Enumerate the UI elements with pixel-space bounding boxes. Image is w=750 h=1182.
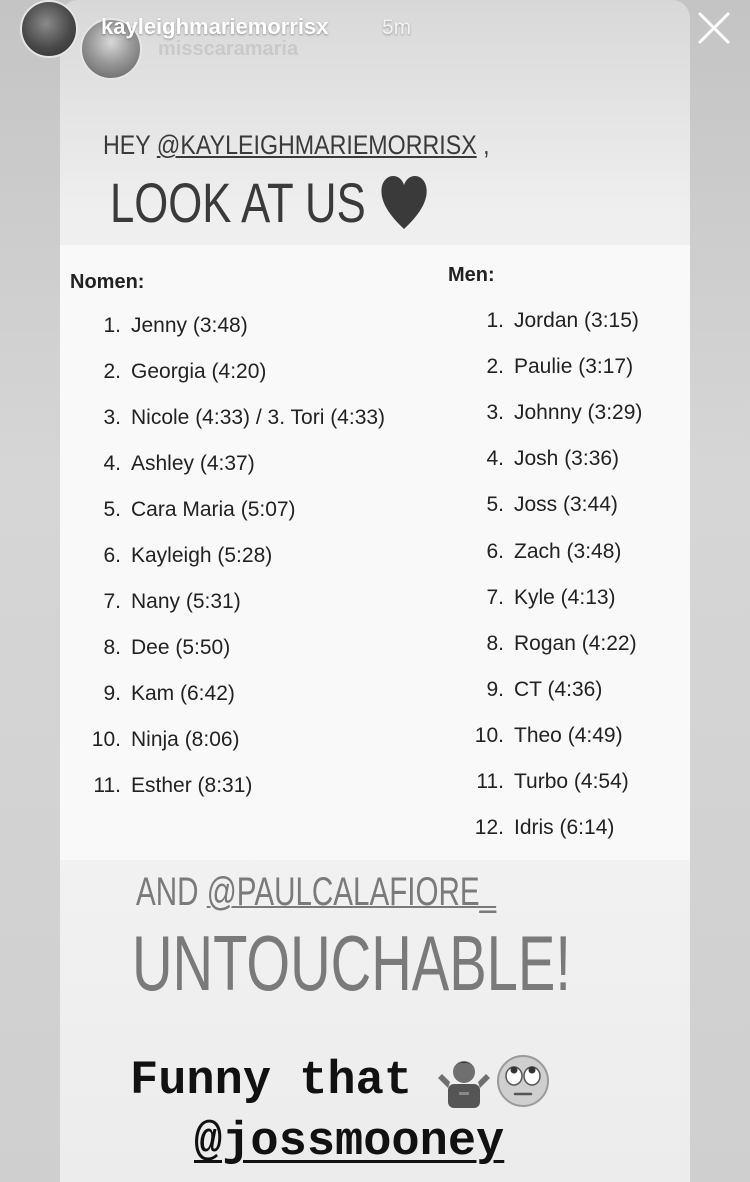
- rank-number: 10.: [91, 728, 121, 751]
- post-timestamp: 5m: [382, 16, 412, 39]
- rank-number: 6.: [103, 544, 121, 567]
- competitor-name-time: Jordan (3:15): [514, 309, 639, 332]
- funny-that-text: Funny that: [130, 1054, 413, 1108]
- competitor-name-time: CT (4:36): [514, 677, 603, 701]
- untouchable-text: UNTOUCHABLE!: [132, 919, 571, 1007]
- jossmooney-mention-line: [194, 1116, 504, 1169]
- rank-number: 12.: [474, 816, 504, 840]
- competitor-name-time: Georgia (4:20): [131, 360, 267, 383]
- greeting-line: [103, 130, 490, 161]
- rank-number: 8.: [486, 631, 504, 655]
- rank-number: 4.: [486, 447, 504, 471]
- competitor-name-time: Cara Maria (5:07): [131, 498, 296, 521]
- competitor-name-time: Nany (5:31): [131, 590, 241, 613]
- face-with-rolling-eyes-emoji: [496, 1054, 550, 1108]
- and-mention-line: [136, 870, 496, 915]
- competitor-name-time: Dee (5:50): [131, 636, 231, 659]
- competitor-name-time: Kayleigh (5:28): [131, 544, 273, 567]
- rank-number: 5.: [103, 498, 121, 521]
- and-prefix: AND: [136, 870, 207, 914]
- rank-number: 4.: [103, 452, 121, 475]
- rank-number: 6.: [486, 539, 504, 563]
- story-header: [0, 0, 750, 90]
- competitor-name-time: Idris (6:14): [514, 816, 615, 840]
- competitor-name-time: Jenny (3:48): [131, 314, 248, 337]
- rank-number: 1.: [486, 309, 504, 332]
- competitor-name-time: Ashley (4:37): [131, 452, 255, 475]
- look-at-us-line: [110, 170, 428, 235]
- rank-number: 9.: [103, 682, 121, 705]
- rank-number: 2.: [103, 360, 121, 383]
- rank-number: 11.: [476, 770, 504, 793]
- competitor-name-time: Rogan (4:22): [514, 631, 637, 655]
- men-heading: Men:: [448, 264, 495, 286]
- rank-number: 7.: [103, 590, 121, 613]
- shared-username[interactable]: misscaramaria: [158, 38, 299, 60]
- look-at-us-text: LOOK AT US: [110, 171, 366, 234]
- competitor-name-time: Paulie (3:17): [514, 355, 634, 379]
- and-mention[interactable]: @PAULCALAFIORE_: [206, 870, 497, 914]
- competitor-name-time: Kyle (4:13): [514, 585, 616, 609]
- rank-number: 5.: [486, 493, 504, 517]
- competitor-name-time: Turbo (4:54): [514, 770, 629, 793]
- person-shrugging-emoji: [436, 1054, 492, 1108]
- competitor-name-time: Kam (6:42): [131, 682, 235, 705]
- rank-number: 9.: [486, 677, 504, 701]
- rank-number: 2.: [486, 355, 504, 379]
- competitor-name-time: Joss (3:44): [514, 493, 618, 517]
- funny-that-line: [130, 1054, 550, 1108]
- competitor-name-time: Theo (4:49): [514, 723, 623, 747]
- poster-username[interactable]: kayleighmariemorrisx: [101, 14, 329, 39]
- rank-number: 3.: [486, 401, 504, 425]
- competitor-name-time: Johnny (3:29): [514, 401, 643, 425]
- poster-avatar[interactable]: [20, 0, 78, 58]
- rank-number: 11.: [93, 774, 121, 797]
- competitor-name-time: Nicole (4:33) / 3. Tori (4:33): [131, 406, 386, 429]
- heart-icon: [380, 175, 428, 231]
- rank-number: 7.: [486, 585, 504, 609]
- close-icon[interactable]: [696, 10, 732, 46]
- competitor-name-time: Esther (8:31): [131, 774, 253, 797]
- competitor-name-time: Ninja (8:06): [131, 728, 240, 751]
- competitor-name-time: Josh (3:36): [514, 447, 620, 471]
- jossmooney-mention[interactable]: @jossmooney: [194, 1116, 505, 1169]
- greeting-mention[interactable]: @KAYLEIGHMARIEMORRISX: [156, 130, 477, 160]
- greeting-prefix: HEY: [103, 130, 157, 160]
- rank-number: 8.: [103, 636, 121, 659]
- rank-number: 10.: [474, 723, 504, 747]
- competitor-name-time: Zach (3:48): [514, 539, 622, 563]
- greeting-suffix: ,: [476, 130, 490, 160]
- women-heading: Nomen:: [70, 271, 145, 293]
- rank-number: 3.: [103, 406, 121, 429]
- rank-number: 1.: [103, 314, 121, 337]
